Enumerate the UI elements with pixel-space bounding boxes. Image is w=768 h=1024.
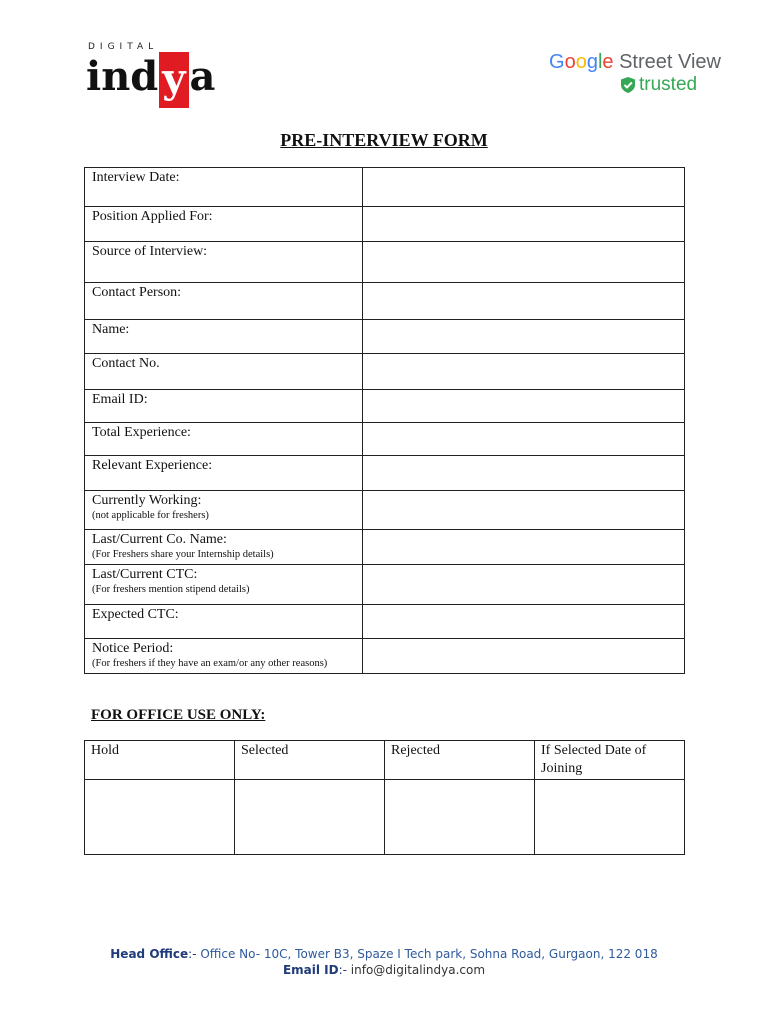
form-label-cell [85,168,363,207]
office-input-cell[interactable] [385,780,535,855]
form-row [85,320,685,354]
google-street-view-text: Google Street View [549,51,721,73]
form-input-cell[interactable] [363,423,685,456]
email-separator: :- [338,963,351,977]
form-row [85,530,685,565]
form-label-cell [85,565,363,605]
form-label-cell [85,320,363,354]
form-label: Expected CTC: [92,607,179,622]
form-input-cell[interactable] [363,320,685,354]
page-header [0,0,768,120]
form-label: Email ID: [92,392,148,407]
form-label: Relevant Experience: [92,458,213,473]
form-note: (not applicable for freshers) [92,510,209,521]
shield-check-icon [621,77,635,93]
office-header-row [85,741,685,780]
form-row [85,390,685,423]
head-office-line [0,946,768,962]
form-label-cell [85,530,363,565]
form-row [85,491,685,530]
form-row [85,283,685,320]
form-row [85,565,685,605]
form-label-cell [85,283,363,320]
digital-indya-logo [86,42,226,112]
email-line [0,962,768,978]
logo-wordmark-highlight: y [159,52,188,108]
logo-wordmark-part3: a [189,53,216,100]
trusted-label: trusted [621,74,697,96]
form-label-cell [85,456,363,491]
form-input-cell[interactable] [363,168,685,207]
logo-wordmark [86,52,215,108]
head-office-separator: :- [188,947,201,961]
form-input-cell[interactable] [363,390,685,423]
form-row [85,354,685,390]
office-use-table [84,740,685,855]
google-street-view-trusted-badge [549,50,729,100]
form-row [85,456,685,491]
form-label-cell [85,207,363,242]
form-row [85,207,685,242]
head-office-address: Office No- 10C, Tower B3, Spaze I Tech park, Sohna Road, Gurgaon, 122 018 [200,947,658,961]
form-label-cell [85,639,363,674]
form-label: Last/Current CTC: [92,567,198,582]
form-input-cell[interactable] [363,283,685,320]
form-input-cell[interactable] [363,242,685,283]
form-input-cell[interactable] [363,491,685,530]
form-label: Interview Date: [92,170,180,185]
form-note: (For freshers mention stipend details) [92,584,250,595]
form-label: Total Experience: [92,425,191,440]
form-label-cell [85,242,363,283]
form-note: (For freshers if they have an exam/or any other reasons) [92,658,328,669]
form-label: Name: [92,322,130,337]
page-footer [0,946,768,978]
logo-top-text: DIGITAL [88,42,159,52]
form-input-cell[interactable] [363,207,685,242]
form-label-cell [85,491,363,530]
form-label: Notice Period: [92,641,174,656]
form-label: Source of Interview: [92,244,208,259]
office-body-row [85,780,685,855]
form-row [85,639,685,674]
email-label: Email ID [282,963,339,977]
form-row [85,605,685,639]
form-label: Last/Current Co. Name: [92,532,227,547]
form-note: (For Freshers share your Internship details) [92,549,274,560]
form-input-cell[interactable] [363,530,685,565]
form-input-cell[interactable] [363,639,685,674]
office-input-cell[interactable] [235,780,385,855]
form-title: PRE-INTERVIEW FORM [280,130,488,150]
form-input-cell[interactable] [363,565,685,605]
office-use-heading: FOR OFFICE USE ONLY: [91,707,266,723]
form-label-cell [85,423,363,456]
office-column-header: Hold [85,741,235,780]
office-column-header: Selected [235,741,385,780]
office-column-header: If Selected Date of Joining [535,741,685,780]
form-input-cell[interactable] [363,354,685,390]
form-label: Contact Person: [92,285,182,300]
form-label-cell [85,605,363,639]
logo-wordmark-part1: ind [86,53,159,100]
office-column-header: Rejected [385,741,535,780]
office-input-cell[interactable] [85,780,235,855]
interview-form-table [84,167,685,674]
head-office-label: Head Office [110,947,189,961]
form-row [85,242,685,283]
email-address: info@digitalindya.com [350,963,486,977]
form-label: Currently Working: [92,493,202,508]
form-row [85,168,685,207]
form-label-cell [85,390,363,423]
form-label-cell [85,354,363,390]
form-label: Position Applied For: [92,209,213,224]
office-input-cell[interactable] [535,780,685,855]
form-label: Contact No. [92,356,160,371]
form-row [85,423,685,456]
form-input-cell[interactable] [363,456,685,491]
form-input-cell[interactable] [363,605,685,639]
